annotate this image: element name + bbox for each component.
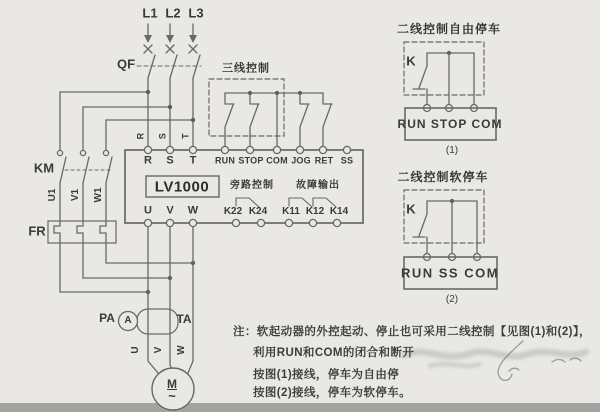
panel1-title: 二线控制自由停车 <box>396 22 502 36</box>
terminal-k14: K14 <box>329 206 349 217</box>
watermark <box>405 341 586 380</box>
motor-tilde: ~ <box>168 388 176 404</box>
panel2-switch-label: K <box>406 201 416 217</box>
note-line-1: 注：软起动器的外控起动、停止也可采用二线控制【见图(1)和(2)】， <box>233 326 591 338</box>
terminal-run: RUN <box>214 155 236 166</box>
panel2-caption: (2) <box>445 294 459 305</box>
bypass-join-wires <box>60 243 195 294</box>
wire-tag-v: V <box>153 346 164 354</box>
note-line-2: 利用RUN和COM的闭合和断开 <box>253 347 415 359</box>
fr-overload-symbol <box>48 221 116 243</box>
wire-tag-v1: V1 <box>70 188 81 202</box>
terminal-stop: STOP <box>238 155 264 166</box>
terminal-t: T <box>189 154 197 167</box>
motor-letter: M <box>167 377 177 391</box>
terminal-k11: K11 <box>282 206 300 217</box>
panel1-caption: (1) <box>445 145 459 156</box>
bypass-branch-wires <box>60 90 195 151</box>
terminal-k22: K22 <box>223 206 243 217</box>
panel2-terminals-label: RUN SS COM <box>400 265 500 281</box>
three-wire-control-circuit <box>209 79 332 147</box>
terminal-k12: K12 <box>305 206 325 217</box>
terminal-v: V <box>166 204 174 217</box>
qf-breaker-symbol <box>137 45 201 147</box>
phase-feed-lines <box>144 24 197 43</box>
contactor-label: KM <box>33 160 55 176</box>
wire-tag-s: S <box>157 132 168 140</box>
note-line-4: 按图(2)接线，停车为软停车。 <box>253 387 412 399</box>
panel1-terminals-label: RUN STOP COM <box>397 117 503 131</box>
wire-tag-u: U <box>130 346 141 354</box>
ammeter-label: PA <box>99 311 115 325</box>
three-wire-control-title: 三线控制 <box>222 62 270 75</box>
wire-tag-t: T <box>180 133 191 139</box>
phase-label-l3: L3 <box>188 5 204 21</box>
wire-tag-r: R <box>135 132 146 140</box>
terminal-k24: K24 <box>248 206 268 217</box>
terminal-ret: RET <box>314 155 334 166</box>
phase-label-l1: L1 <box>142 5 158 21</box>
wire-tag-u1: U1 <box>47 188 58 202</box>
terminal-w: W <box>187 204 199 217</box>
terminal-u: U <box>144 204 152 217</box>
terminal-com: COM <box>266 155 288 166</box>
note-line-3: 按图(1)接线，停车为自由停 <box>253 369 400 381</box>
breaker-label: QF <box>116 56 136 72</box>
phase-label-l2: L2 <box>165 5 181 21</box>
overload-label: FR <box>28 223 46 239</box>
panel1-switch-label: K <box>406 53 416 69</box>
panel2-title: 二线控制软停车 <box>397 170 489 184</box>
ct-label: TA <box>176 312 192 326</box>
terminal-ss: SS <box>340 155 354 166</box>
fault-output-label: 故障输出 <box>296 180 340 191</box>
terminal-r: R <box>144 154 152 167</box>
wire-tag-w1: W1 <box>93 187 104 203</box>
km-contactor-symbol <box>57 150 112 221</box>
bypass-control-label: 旁路控制 <box>230 180 274 191</box>
terminal-jog: JOG <box>291 155 311 166</box>
terminal-s: S <box>166 154 174 167</box>
wire-tag-w: W <box>176 345 187 355</box>
starter-model-label: LV1000 <box>154 178 210 196</box>
ammeter-symbol-letter: A <box>124 315 132 326</box>
